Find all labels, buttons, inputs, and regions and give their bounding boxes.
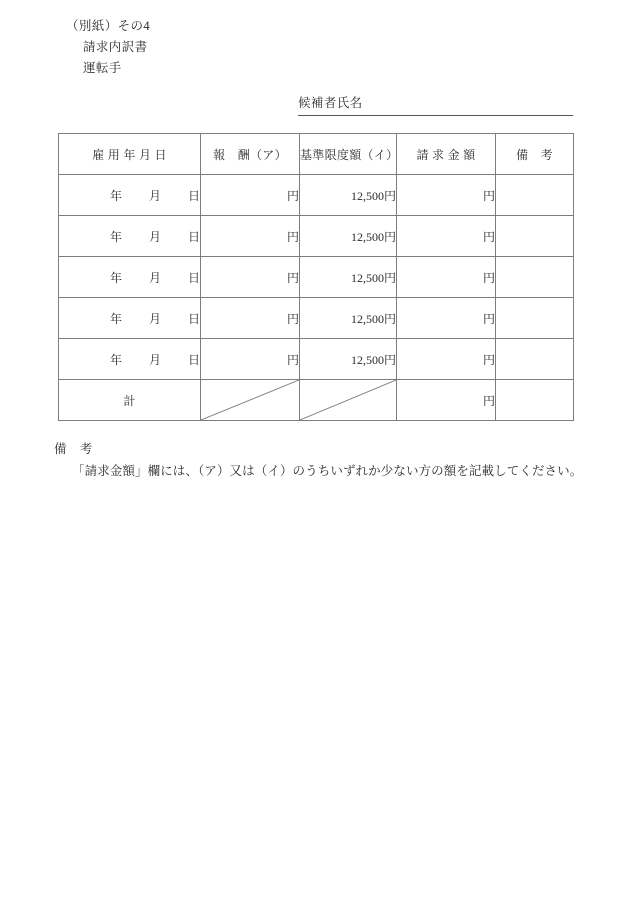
claim-breakdown-table: [58, 133, 574, 421]
cell-employment-date[interactable]: 年 月 日: [59, 175, 201, 216]
cell-total-remuneration-struck: [201, 380, 300, 421]
table-body: [59, 175, 574, 421]
candidate-name-field[interactable]: [298, 93, 573, 116]
cell-claim-amount[interactable]: 円: [397, 339, 496, 380]
cell-remuneration[interactable]: 円: [201, 298, 300, 339]
cell-claim-amount[interactable]: 円: [397, 298, 496, 339]
cell-claim-amount[interactable]: 円: [397, 257, 496, 298]
cell-claim-amount[interactable]: 円: [397, 216, 496, 257]
cell-remuneration[interactable]: 円: [201, 339, 300, 380]
diagonal-strike-icon: [201, 380, 299, 420]
cell-total-claim-amount[interactable]: 円: [397, 380, 496, 421]
document-header: [66, 16, 466, 79]
cell-remuneration[interactable]: 円: [201, 216, 300, 257]
candidate-name-label: 候補者氏名: [298, 96, 363, 110]
cell-standard-limit: 12,500円: [300, 175, 397, 216]
cell-remarks[interactable]: [496, 175, 574, 216]
column-header-remuneration: 報 酬（ア）: [201, 134, 300, 175]
table-total-row: [59, 380, 574, 421]
column-header-standard-limit: 基準限度額（イ）: [300, 134, 397, 175]
table-row: [59, 339, 574, 380]
footnotes-title: 備 考: [54, 442, 93, 456]
column-header-claim-amount: 請 求 金 額: [397, 134, 496, 175]
cell-remarks[interactable]: [496, 257, 574, 298]
diagonal-strike-icon: [300, 380, 396, 420]
cell-claim-amount[interactable]: 円: [397, 175, 496, 216]
column-header-remarks: 備 考: [496, 134, 574, 175]
cell-employment-date[interactable]: 年 月 日: [59, 339, 201, 380]
table-row: [59, 298, 574, 339]
header-line-job-category: 運転手: [83, 61, 122, 75]
cell-remuneration[interactable]: 円: [201, 257, 300, 298]
cell-employment-date[interactable]: 年 月 日: [59, 216, 201, 257]
cell-employment-date[interactable]: 年 月 日: [59, 298, 201, 339]
table-row: [59, 175, 574, 216]
cell-remarks[interactable]: [496, 216, 574, 257]
header-line-attachment-number: （別紙）その4: [66, 19, 151, 33]
cell-standard-limit: 12,500円: [300, 339, 397, 380]
cell-total-label: 計: [59, 380, 201, 421]
table-row: [59, 257, 574, 298]
cell-total-standard-limit-struck: [300, 380, 397, 421]
footnotes-body: 「請求金額」欄には、（ア）又は（イ）のうちいずれか少ない方の額を記載してください。: [72, 464, 583, 478]
cell-standard-limit: 12,500円: [300, 257, 397, 298]
header-line-document-title: 請求内訳書: [83, 40, 148, 54]
cell-remarks[interactable]: [496, 298, 574, 339]
cell-standard-limit: 12,500円: [300, 298, 397, 339]
footnotes-section: [54, 438, 584, 482]
table-header: [59, 134, 574, 175]
cell-total-remarks[interactable]: [496, 380, 574, 421]
cell-remarks[interactable]: [496, 339, 574, 380]
cell-remuneration[interactable]: 円: [201, 175, 300, 216]
table-header-row: [59, 134, 574, 175]
cell-standard-limit: 12,500円: [300, 216, 397, 257]
cell-employment-date[interactable]: 年 月 日: [59, 257, 201, 298]
column-header-employment-date: 雇 用 年 月 日: [59, 134, 201, 175]
table-row: [59, 216, 574, 257]
